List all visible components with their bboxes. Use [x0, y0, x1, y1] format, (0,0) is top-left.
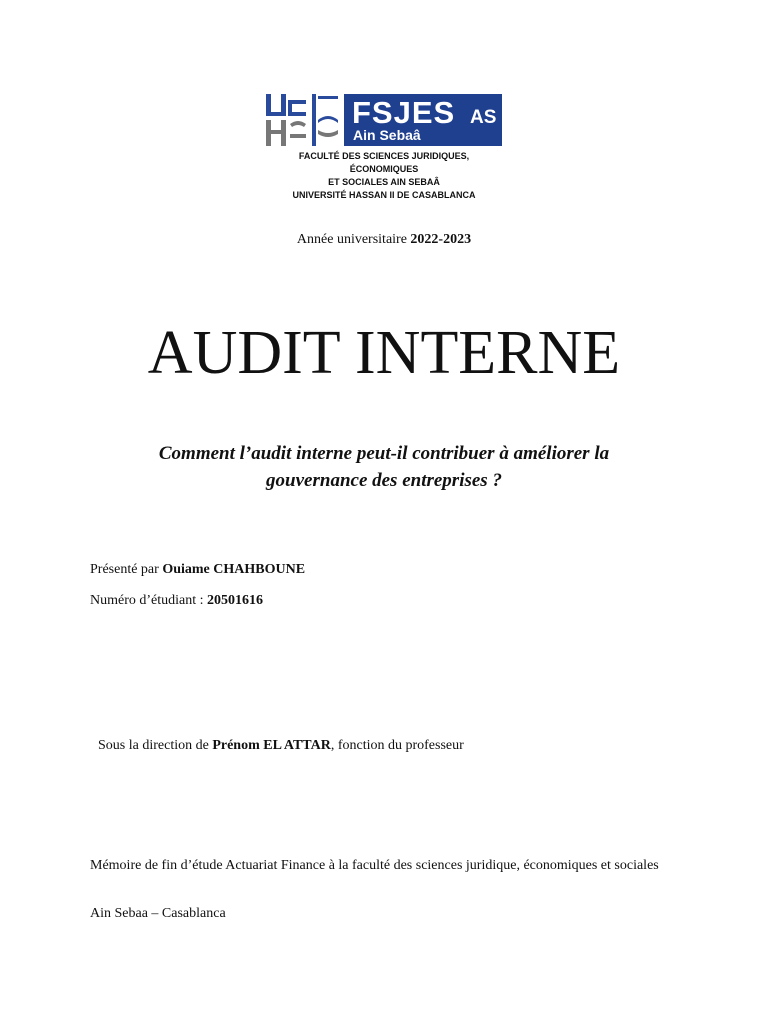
student-number-value: 20501616 [207, 593, 264, 608]
supervisor-name: Prénom EL ATTAR [212, 738, 331, 753]
supervisor-suffix: , fonction du professeur [330, 738, 464, 753]
presenter [90, 562, 305, 578]
supervisor-prefix: Sous la direction de [98, 738, 213, 753]
uh2c-logo-icon [266, 94, 342, 146]
faculty-line: UNIVERSITÉ HASSAN II DE CASABLANCA [292, 190, 476, 200]
faculty-line: FACULTÉ DES SCIENCES JURIDIQUES, ÉCONOMIQUES [298, 151, 470, 174]
faculty-name [264, 150, 504, 202]
student-number [90, 593, 263, 609]
brand-name: FSJES [352, 95, 456, 130]
brand-suffix: AS [470, 107, 497, 128]
location: Ain Sebaa – Casablanca [90, 906, 226, 921]
faculty-line: ET SOCIALES AIN SEBAÂ [328, 177, 440, 187]
student-number-label: Numéro d’étudiant : [90, 593, 208, 608]
question-line: Comment l’audit interne peut-il contribuer à améliorer la [158, 443, 610, 464]
research-question [140, 440, 628, 494]
memoire-description: Mémoire de fin d’étude Actuariat Finance à la faculté des sciences juridique, économiques et sociales [90, 858, 659, 873]
document-title: AUDIT INTERNE [147, 319, 621, 387]
question-line: gouvernance des entreprises ? [266, 470, 502, 491]
supervisor [98, 738, 464, 754]
academic-year [0, 232, 768, 248]
brand-box [344, 94, 502, 146]
academic-year-value: 2022-2023 [410, 232, 472, 247]
academic-year-label: Année universitaire [296, 232, 411, 247]
brand-city: Ain Sebaâ [353, 127, 421, 143]
presenter-name: Ouiame CHAHBOUNE [162, 562, 306, 577]
presenter-label: Présenté par [90, 562, 163, 577]
faculty-logo [264, 92, 504, 200]
